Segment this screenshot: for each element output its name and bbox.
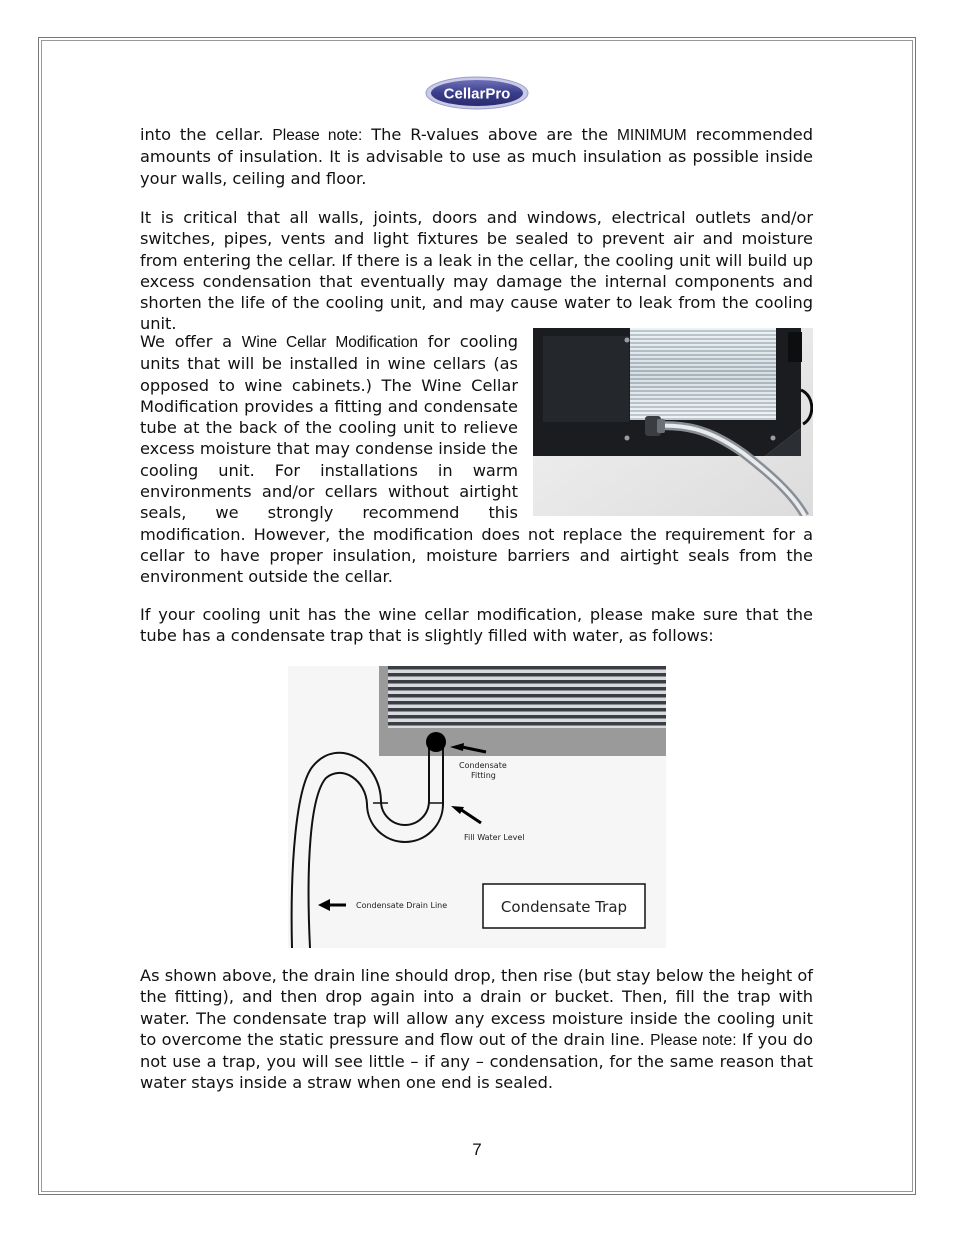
cellarpro-logo <box>424 74 530 112</box>
paragraph-insulation: into the cellar. Please note: The R-values above are the MINIMUM recommended amounts of insulation. It is advisable to use as much insulation as possible inside your walls, ceiling and floor. <box>140 125 813 188</box>
paragraph-modification: We offer a Wine Cellar Modification for cooling units that will be installed in wine cellars (as opposed to wine cabinets.) The Wine Cellar Modification provides a fitting and condensate tube at the back of the cooling unit to relieve excess moisture that may condense inside the cooling unit. For installations in warm environments and/or cellars without airtight seals, we strongly recommend this modification. However, the modification does not replace the requirement for a cellar to have proper insulation, moisture barriers and airtight seals from the environment outside the cellar. <box>140 331 813 588</box>
minimum-label: MINIMUM <box>616 127 687 144</box>
condensate-trap-title: Condensate Trap <box>500 898 628 916</box>
logo-text: CellarPro <box>443 85 511 103</box>
paragraph-condensate-trap: If your cooling unit has the wine cellar modification, please make sure that the tube has a condensate trap that is slightly filled with water, as follows: <box>140 605 813 646</box>
condensate-fitting <box>426 732 446 752</box>
please-note-label: Please note: <box>650 1031 737 1049</box>
paragraph-sealing: It is critical that all walls, joints, doors and windows, electrical outlets and/or switches, pipes, vents and light fixtures be sealed to prevent air and moisture from entering the cellar. If there is a leak in the cellar, the cooling unit will build up excess condensation that eventually may damage the internal components and shorten the life of the cooling unit, and may cause water to leak from the cooling unit. <box>140 208 813 334</box>
drain-line-label: Condensate Drain Line <box>356 901 448 910</box>
condensate-trap-diagram <box>288 666 666 948</box>
fill-water-level-label: Fill Water Level <box>464 833 525 842</box>
page-number: 7 <box>472 1140 482 1159</box>
fitting-label-line2: Fitting <box>471 771 496 780</box>
paragraph-drain-explanation: As shown above, the drain line should drop, then rise (but stay below the height of the fitting), and then drop again into a drain or bucket. Then, fill the trap with water. The condensate trap will allow any excess moisture inside the cooling unit to overcome the static pressure and flow out of the drain line. Please note: If you do not use a trap, you will see little – if any – condensation, for the same reason that water stays inside a straw when one end is sealed. <box>140 966 813 1093</box>
please-note-label: Please note: <box>272 127 363 144</box>
fitting-label-line1: Condensate <box>459 761 507 770</box>
cooling-unit-photo <box>533 328 813 516</box>
wine-cellar-modification-label: Wine Cellar Modification <box>241 334 419 351</box>
